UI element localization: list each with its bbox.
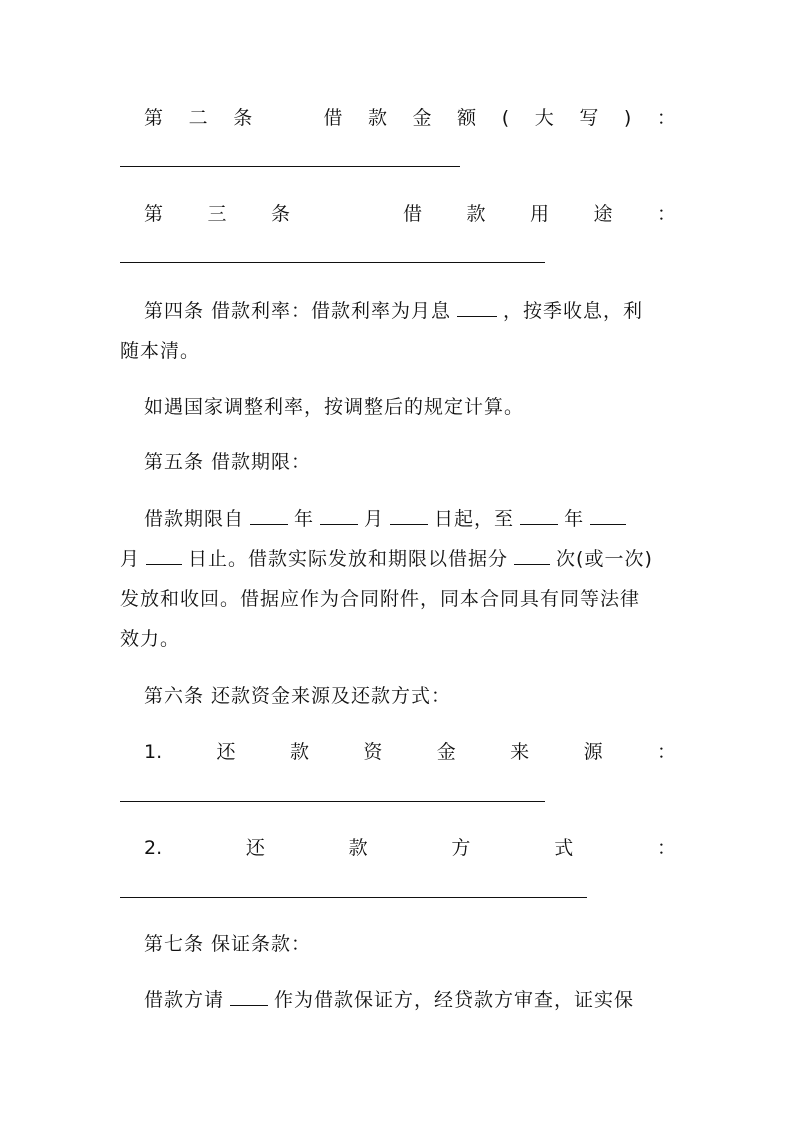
item2-char: 还 <box>245 837 265 859</box>
item1-char: ： <box>656 741 676 763</box>
article2-char: 大 <box>534 107 554 129</box>
article3-char: ： <box>656 203 676 225</box>
article3-char: 借 <box>402 203 422 225</box>
article7-text: 借款方请 <box>144 989 225 1011</box>
article2-char: 写 <box>579 107 599 129</box>
start-day-blank <box>390 502 428 525</box>
repayment-source-item <box>120 732 676 772</box>
article2-char: 金 <box>412 107 432 129</box>
article5-line4: 效力。 <box>120 628 181 650</box>
start-month-blank <box>320 502 358 525</box>
article7-text: 作为借款保证方，经贷款方审查，证实保 <box>274 989 635 1011</box>
spacer <box>278 98 298 138</box>
item1-char: 资 <box>363 741 383 763</box>
article2-blank-line <box>120 166 460 167</box>
article5-line3: 发放和收回。借据应作为合同附件，同本合同具有同等法律 <box>120 588 641 610</box>
article3-char: 第 <box>144 203 164 225</box>
article5-text: 年 <box>564 508 585 530</box>
article4-paragraph <box>120 291 676 371</box>
end-day-blank <box>146 542 182 565</box>
guarantor-blank <box>230 983 268 1006</box>
article5-text: 日止。借款实际发放和期限以借据分 <box>188 548 509 570</box>
article3-char: 条 <box>271 203 291 225</box>
article2-char: 第 <box>144 107 164 129</box>
repayment-source-blank-line <box>120 801 545 802</box>
article5-title-text: 第五条 借款期限： <box>144 451 312 473</box>
start-year-blank <box>250 502 288 525</box>
article3-blank-line <box>120 262 545 263</box>
article7-title <box>120 924 676 964</box>
article4-text: ，按季收息，利 <box>503 300 644 322</box>
article7-line1 <box>120 980 676 1020</box>
article5-line1 <box>120 499 676 539</box>
article3-char: 途 <box>593 203 613 225</box>
article2-char: ) <box>623 107 632 129</box>
item1-char: 源 <box>583 741 603 763</box>
spacer <box>335 194 359 234</box>
article2-char: ( <box>501 107 510 129</box>
article4-note-text: 如遇国家调整利率，按调整后的规定计算。 <box>144 396 525 418</box>
article5-text: 年 <box>294 508 315 530</box>
article3-char: 用 <box>529 203 549 225</box>
article2-char: 额 <box>457 107 477 129</box>
article4-line1 <box>120 291 676 331</box>
article6-title-text: 第六条 还款资金来源及还款方式： <box>144 685 452 707</box>
end-month-blank <box>590 502 626 525</box>
article2-char: 条 <box>233 107 253 129</box>
item1-char: 1. <box>144 741 163 763</box>
item1-char: 还 <box>216 741 236 763</box>
item2-char: ： <box>656 837 676 859</box>
article2-char: 款 <box>367 107 387 129</box>
item2-char: 2. <box>144 837 163 859</box>
article3-heading <box>120 194 676 234</box>
article4-line2: 随本清。 <box>120 340 201 362</box>
repayment-method-blank-line <box>120 897 587 898</box>
item2-char: 式 <box>554 837 574 859</box>
article4-note <box>120 387 676 427</box>
item1-char: 来 <box>510 741 530 763</box>
article5-title <box>120 442 676 482</box>
article2-char: 借 <box>323 107 343 129</box>
article2-char: ： <box>656 107 676 129</box>
article6-title <box>120 676 676 716</box>
item2-char: 款 <box>348 837 368 859</box>
article3-char: 款 <box>466 203 486 225</box>
item2-char: 方 <box>451 837 471 859</box>
article5-text: 月 <box>364 508 385 530</box>
article5-text: 日起，至 <box>434 508 515 530</box>
article5-line2 <box>120 539 676 579</box>
article5-paragraph <box>120 499 676 659</box>
article2-char: 二 <box>188 107 208 129</box>
installments-blank <box>514 542 550 565</box>
article2-heading <box>120 98 676 138</box>
article5-text: 借款期限自 <box>144 508 245 530</box>
article3-char: 三 <box>207 203 227 225</box>
end-year-blank <box>520 502 558 525</box>
article5-text: 月 <box>120 548 141 570</box>
item1-char: 金 <box>436 741 456 763</box>
interest-rate-blank <box>457 294 497 317</box>
item1-char: 款 <box>289 741 309 763</box>
article7-paragraph <box>120 980 676 1020</box>
article5-text: 次(或一次) <box>556 548 653 570</box>
article4-text: 第四条 借款利率：借款利率为月息 <box>144 300 452 322</box>
repayment-method-item <box>120 828 676 868</box>
article7-title-text: 第七条 保证条款： <box>144 933 312 955</box>
